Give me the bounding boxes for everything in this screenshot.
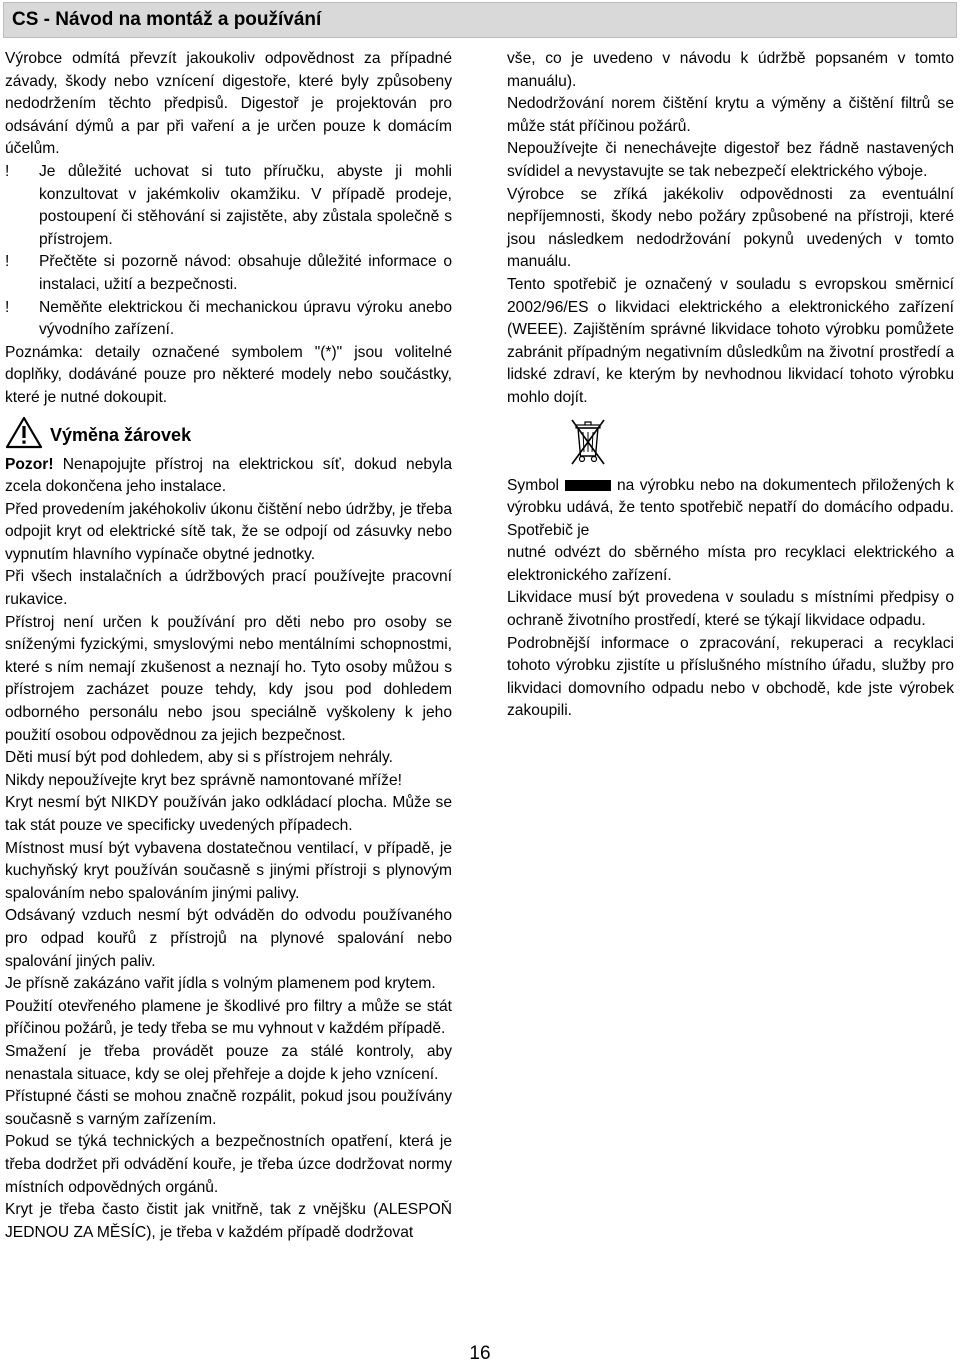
body-paragraph: Nikdy nepoužívejte kryt bez správně namontované mříže! — [5, 771, 402, 789]
bullet-text: Neměňte elektrickou či mechanickou úpravu výroku anebo vývodního zařízení. — [39, 298, 452, 339]
crossed-bin-icon — [568, 418, 608, 466]
warning-label: Pozor! — [5, 455, 54, 473]
exclamation-mark: ! — [5, 253, 10, 271]
body-paragraph: Pokud se týká technických a bezpečnostních opatření, která je třeba dodržet při odvádění kouře, je třeba úzce dodržovat normy místních odpovědných orgánů. — [5, 1133, 452, 1196]
page-title: CS - Návod na montáž a používání — [12, 9, 322, 30]
body-paragraph: Likvidace musí být provedena v souladu s místními předpisy o ochraně životního prostředí, které se týkají likvidace odpadu. — [507, 589, 954, 630]
body-paragraph: Nedodržování norem čištění krytu a výměny a čištění filtrů se může stát příčinou požárů. — [507, 95, 954, 135]
body-paragraph: Před provedením jakéhokoliv úkonu čištění nebo údržby, je třeba odpojit kryt od elektrické sítě tak, že se odpojí od zásuvky nebo vypnutím hlavního vypínače obytné jednotky. — [5, 500, 452, 563]
body-paragraph: Odsávaný vzduch nesmí být odváděn do odvodu používaného pro odpad kouřů z přístrojů na plynové spalování nebo spalování jiných paliv. — [5, 907, 452, 970]
warning-paragraph — [5, 454, 452, 499]
body-paragraph: vše, co je uvedeno v návodu k údržbě popsaném v tomto manuálu). — [507, 50, 954, 90]
body-paragraph: Použití otevřeného plamene je škodlivé pro filtry a může se stát příčinou požárů, je tedy třeba se mu vyhnout v každém případě. — [5, 997, 452, 1038]
note-paragraph: Poznámka: detaily označené symbolem "(*)" jsou volitelné doplňky, dodáváné pouze pro některé modely nebo součástky, které je nutné dokoupit. — [5, 343, 452, 406]
body-paragraph: Je přísně zakázáno vařit jídla s volným plamenem pod krytem. — [5, 975, 436, 993]
page-header — [3, 2, 957, 38]
body-paragraph: Kryt je třeba často čistit jak vnitřně, tak z vnějšku (ALESPOŇ JEDNOU ZA MĚSÍC), je třeba v každém případě dodržovat — [5, 1201, 452, 1241]
body-paragraph: nutné odvézt do sběrného místa pro recyklaci elektrického a elektronického zařízení. — [507, 544, 954, 584]
weee-symbol-wrap — [507, 418, 954, 468]
black-bar-icon — [565, 480, 611, 491]
warning-text: Nenapojujte přístroj na elektrickou síť, dokud nebyla zcela dokončena jeho instalace. — [5, 455, 452, 496]
body-paragraph: Přístroj není určen k používání pro děti nebo pro osoby se sníženými fyzickými, smyslovými nebo mentálními schopnostmi, které s ním nemají zkušenost a neznají ho. Tyto osoby můžou s přístrojem zacházet pouze tehdy, kdy jsou pod dohledem odborného personálu nebo jsou speciálně vyškoleny k jeho použití osobou odpovědnou za jejich bezpečnost. — [5, 613, 452, 744]
body-paragraph: Smažení je třeba provádět pouze za stálé kontroly, aby nenastala situace, kdy se olej přehřeje a dojde k jeho vznícení. — [5, 1042, 452, 1083]
intro-paragraph: Výrobce odmítá převzít jakoukoliv odpovědnost za případné závady, škody nebo vznícení digestoře, které byly způsobeny nedodržením těchto předpisů. Digestoř je projektován pro odsávání dýmů a par při vaření a je určen pouze k domácím účelům. — [5, 50, 452, 158]
body-paragraph: Místnost musí být vybavena dostatečnou ventilací, v případě, je kuchyňský kryt používán současně s jinými přístroji s plynovým spalováním nebo spalováním jinými palivy. — [5, 839, 452, 902]
section-heading: Výměna žárovek — [50, 424, 192, 445]
body-paragraph: Kryt nesmí být NIKDY používán jako odkládací plocha. Může se tak stát pouze ve specificky uvedených případech. — [5, 794, 452, 834]
bullet-item — [5, 161, 452, 251]
symbol-paragraph — [507, 475, 954, 543]
body-paragraph: Podrobnější informace o zpracování, rekuperaci a recyklaci tohoto výrobku zjistíte u příslušného místního úřadu, služby pro likvidaci domovního odpadu nebo v obchodě, kde jste výrobek zakoupili. — [507, 634, 954, 720]
bullet-item — [5, 297, 452, 342]
bullet-item — [5, 251, 452, 296]
bullet-text: Je důležité uchovat si tuto příručku, abyste ji mohli konzultovat v jakémkoliv okamžiku. V případě prodeje, postoupení či stěhování si zajistěte, aby zůstala společně s přístrojem. — [39, 162, 452, 248]
symbol-text-before: Symbol — [507, 476, 559, 494]
body-paragraph: Tento spotřebič je označený v souladu s evropskou směrnicí 2002/96/ES o likvidaci elektrického a elektronického zařízení (WEEE). Zajištěním správné likvidace tohoto výrobku pomůžete zabránit případným negativním důsledkům na životní prostředí a lidské zdraví, ke kterým by nevhodnou likvidací tohoto výrobku mohlo dojít. — [507, 275, 954, 406]
right-column — [507, 48, 954, 723]
symbol-text-after: na výrobku nebo na dokumentech přiložených k výrobku udává, že tento spotřebič nepatří do domácího odpadu. Spotřebič je — [507, 476, 954, 539]
body-paragraph: Děti musí být pod dohledem, aby si s přístrojem nehrály. — [5, 749, 393, 767]
section-header — [5, 416, 452, 454]
exclamation-mark: ! — [5, 162, 10, 180]
warning-triangle-icon — [5, 416, 43, 449]
exclamation-mark: ! — [5, 298, 10, 316]
bullet-text: Přečtěte si pozorně návod: obsahuje důležité informace o instalaci, užití a bezpečnosti. — [39, 253, 452, 293]
body-paragraph: Přístupné části se mohou značně rozpálit, pokud jsou používány současně s varným zařízením. — [5, 1088, 452, 1128]
left-column — [5, 48, 452, 1244]
body-paragraph: Nepoužívejte či nenechávejte digestoř bez řádně nastavených svídidel a nevystavujte se tak nebezpečí elektrického výboje. — [507, 140, 954, 180]
page-number: 16 — [469, 1343, 491, 1364]
body-paragraph: Výrobce se zříká jakékoliv odpovědnosti za eventuální nepříjemnosti, škody nebo požáry způsobené na přístroji, které jsou následkem nedodržování pokynů uvedených v tomto manuálu. — [507, 185, 954, 271]
body-paragraph: Při všech instalačních a údržbových prací používejte pracovní rukavice. — [5, 568, 452, 609]
